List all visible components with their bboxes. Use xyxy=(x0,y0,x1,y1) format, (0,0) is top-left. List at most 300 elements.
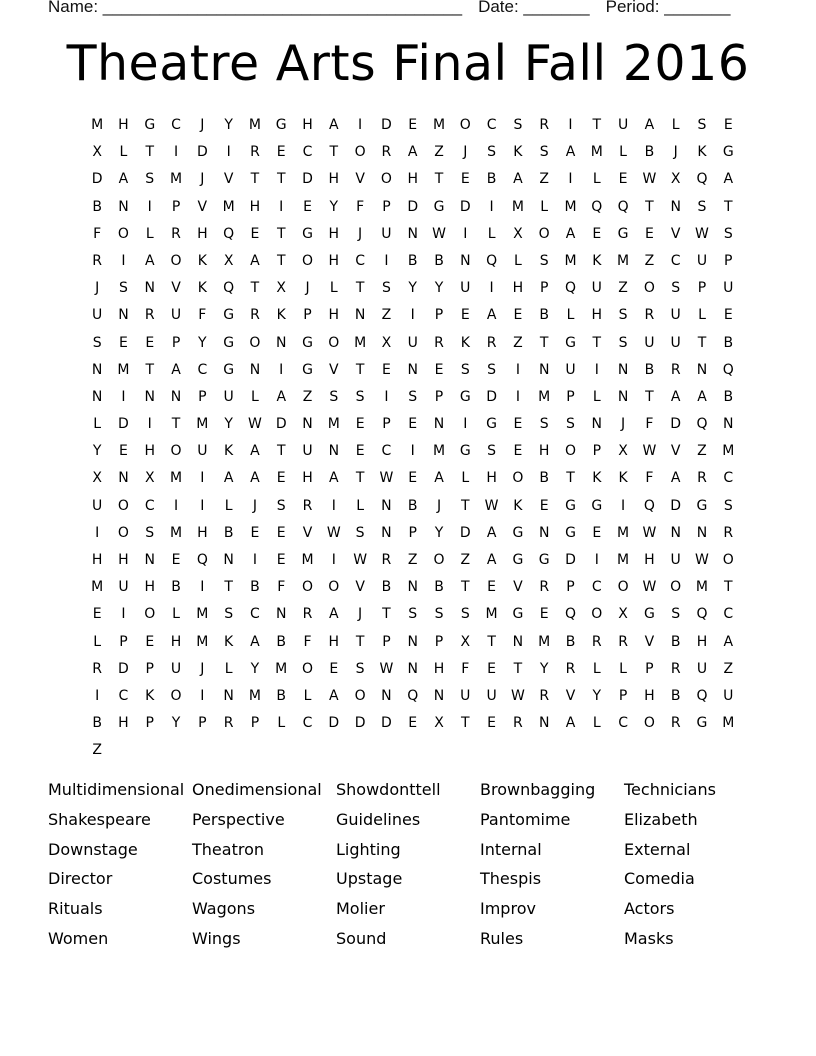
grid-letter: Y xyxy=(434,524,444,541)
grid-letter: Z xyxy=(434,144,444,161)
grid-letter: U xyxy=(381,225,392,242)
grid-letter: Z xyxy=(618,280,628,297)
grid-letter: V xyxy=(513,579,523,596)
grid-letter: H xyxy=(197,225,208,242)
grid-letter: T xyxy=(171,416,181,433)
word-list-item: Thespis xyxy=(480,869,542,889)
grid-letter: X xyxy=(513,225,523,242)
grid-letter: B xyxy=(276,633,287,650)
grid-letter: C xyxy=(723,606,734,623)
grid-letter: A xyxy=(250,443,260,460)
grid-letter: E xyxy=(119,334,128,351)
grid-letter: H xyxy=(644,552,655,568)
grid-letter: N xyxy=(407,660,418,677)
grid-letter: E xyxy=(434,361,444,378)
grid-letter: O xyxy=(117,225,129,242)
word-list-item: Rituals xyxy=(48,899,103,919)
grid-letter: S xyxy=(434,606,444,623)
grid-letter: G xyxy=(144,117,156,133)
word-list-item: Wagons xyxy=(192,899,256,919)
grid-letter: Y xyxy=(171,715,181,732)
grid-letter: S xyxy=(460,361,470,378)
grid-letter: P xyxy=(145,715,154,732)
grid-letter: P xyxy=(645,660,654,677)
grid-letter: T xyxy=(592,334,602,351)
grid-letter: I xyxy=(200,497,205,514)
grid-letter: H xyxy=(407,171,418,188)
grid-letter: A xyxy=(329,687,339,704)
grid-letter: M xyxy=(169,470,183,487)
grid-letter: X xyxy=(92,470,102,487)
grid-letter: M xyxy=(275,660,288,677)
grid-letter: E xyxy=(592,524,602,541)
grid-letter: M xyxy=(432,117,446,133)
grid-letter: Q xyxy=(696,687,708,704)
grid-letter: I xyxy=(594,361,599,378)
grid-letter: V xyxy=(197,198,208,215)
grid-letter: M xyxy=(722,715,735,732)
grid-letter: W xyxy=(642,579,657,596)
grid-letter: N xyxy=(328,443,340,460)
grid-letter: E xyxy=(408,416,418,433)
grid-letter: R xyxy=(250,307,260,324)
grid-letter: O xyxy=(302,579,314,596)
grid-letter: M xyxy=(722,443,735,460)
grid-letter: E xyxy=(119,443,128,460)
grid-letter: N xyxy=(381,497,392,514)
grid-letter: D xyxy=(486,388,497,405)
grid-letter: T xyxy=(355,470,365,487)
grid-letter: B xyxy=(381,579,392,596)
grid-letter: B xyxy=(723,334,734,351)
grid-letter: D xyxy=(459,198,471,215)
grid-letter: P xyxy=(434,307,444,324)
grid-letter: T xyxy=(697,334,707,351)
word-list-item: Downstage xyxy=(48,839,138,859)
grid-letter: H xyxy=(118,552,129,568)
grid-letter: I xyxy=(279,198,284,215)
grid-letter: E xyxy=(618,171,628,188)
grid-letter: F xyxy=(277,579,286,596)
grid-letter: D xyxy=(91,171,103,188)
grid-letter: N xyxy=(118,198,129,215)
grid-letter: H xyxy=(197,524,208,541)
word-list-item: Director xyxy=(48,869,113,889)
grid-letter: E xyxy=(539,606,549,623)
grid-letter: H xyxy=(328,307,340,324)
grid-letter: P xyxy=(382,416,391,433)
grid-letter: S xyxy=(697,117,707,133)
grid-letter: S xyxy=(697,198,707,215)
grid-letter: Q xyxy=(722,361,734,378)
word-list xyxy=(48,778,768,957)
grid-letter: K xyxy=(513,144,523,161)
grid-letter: A xyxy=(513,171,523,188)
grid-letter: N xyxy=(407,633,418,650)
grid-letter: T xyxy=(461,497,470,514)
grid-letter: C xyxy=(302,144,313,161)
word-list-item: Molier xyxy=(336,899,385,919)
grid-letter: A xyxy=(223,470,234,487)
grid-letter: Y xyxy=(198,334,207,351)
grid-letter: E xyxy=(487,579,497,596)
grid-letter: A xyxy=(407,144,418,161)
grid-letter: E xyxy=(592,225,602,242)
grid-letter: G xyxy=(512,606,524,623)
grid-letter: L xyxy=(461,470,470,487)
grid-letter: S xyxy=(487,361,497,378)
grid-letter: O xyxy=(380,171,392,188)
grid-letter: U xyxy=(486,687,497,704)
grid-letter: U xyxy=(565,361,576,378)
grid-letter: M xyxy=(248,117,261,133)
grid-letter: R xyxy=(670,361,681,378)
grid-letter: Q xyxy=(407,687,419,704)
grid-letter: T xyxy=(250,171,260,188)
grid-letter: P xyxy=(382,633,391,650)
grid-letter: P xyxy=(408,524,417,541)
grid-letter: J xyxy=(200,171,205,188)
grid-letter: W xyxy=(248,416,262,433)
grid-letter: E xyxy=(644,225,654,242)
grid-letter: X xyxy=(618,606,628,623)
grid-letter: U xyxy=(670,552,681,568)
grid-letter: R xyxy=(618,633,628,650)
grid-letter: B xyxy=(723,388,734,405)
grid-letter: B xyxy=(92,715,102,732)
grid-letter: K xyxy=(276,307,286,324)
grid-letter: G xyxy=(538,552,550,568)
grid-letter: W xyxy=(695,552,709,568)
grid-letter: E xyxy=(276,470,286,487)
grid-letter: J xyxy=(436,497,442,514)
grid-letter: I xyxy=(358,117,363,133)
grid-letter: I xyxy=(226,144,231,161)
period-field-label: Period: _______ xyxy=(605,0,731,16)
grid-letter: D xyxy=(459,524,471,541)
grid-letter: H xyxy=(328,225,340,242)
grid-letter: B xyxy=(250,579,260,596)
grid-letter: L xyxy=(592,660,601,677)
word-list-item: Theatron xyxy=(192,839,264,859)
grid-letter: S xyxy=(355,660,365,677)
grid-letter: E xyxy=(460,307,470,324)
grid-letter: N xyxy=(144,552,155,568)
grid-letter: M xyxy=(564,252,577,269)
grid-letter: E xyxy=(460,171,470,188)
grid-letter: U xyxy=(644,334,655,351)
grid-letter: G xyxy=(696,715,708,732)
grid-letter: R xyxy=(565,660,576,677)
grid-letter: J xyxy=(358,606,363,623)
grid-letter: W xyxy=(326,524,341,541)
grid-letter: O xyxy=(670,579,682,596)
grid-letter: L xyxy=(145,225,154,242)
grid-letter: K xyxy=(197,280,207,297)
grid-letter: Y xyxy=(224,117,233,133)
grid-letter: N xyxy=(407,579,418,596)
grid-letter: I xyxy=(515,388,520,405)
grid-letter: M xyxy=(538,388,551,405)
grid-letter: M xyxy=(617,524,630,541)
grid-letter: Q xyxy=(696,606,708,623)
grid-letter: K xyxy=(224,633,234,650)
grid-letter: W xyxy=(353,552,368,568)
grid-letter: O xyxy=(617,579,629,596)
grid-letter: P xyxy=(382,198,391,215)
grid-letter: F xyxy=(645,416,654,433)
grid-letter: T xyxy=(276,443,286,460)
grid-letter: E xyxy=(92,606,102,623)
grid-letter: E xyxy=(250,524,260,541)
grid-letter: F xyxy=(461,660,470,677)
grid-letter: M xyxy=(590,144,603,161)
grid-letter: L xyxy=(513,252,522,269)
grid-letter: A xyxy=(250,633,260,650)
word-list-item: Technicians xyxy=(624,780,716,799)
grid-letter: K xyxy=(460,334,470,351)
grid-letter: H xyxy=(512,280,524,297)
grid-letter: J xyxy=(673,144,678,161)
grid-letter: I xyxy=(200,579,205,596)
word-list-item: Showdonttell xyxy=(336,780,441,799)
grid-letter: D xyxy=(407,198,419,215)
grid-letter: R xyxy=(723,524,734,541)
grid-letter: M xyxy=(169,171,183,188)
grid-letter: U xyxy=(118,579,129,596)
grid-letter: T xyxy=(645,388,654,405)
grid-letter: T xyxy=(723,198,733,215)
grid-letter: G xyxy=(302,361,313,378)
grid-letter: O xyxy=(144,606,156,623)
grid-letter: G xyxy=(302,334,313,351)
grid-letter: S xyxy=(513,117,523,133)
grid-letter: W xyxy=(484,497,499,514)
page-title: Theatre Arts Final Fall 2016 xyxy=(66,35,750,92)
grid-letter: C xyxy=(723,470,734,487)
grid-letter: C xyxy=(670,252,681,269)
grid-letter: N xyxy=(354,307,366,324)
grid-letter: Z xyxy=(513,334,523,351)
grid-letter: Y xyxy=(408,280,417,297)
grid-letter: T xyxy=(355,361,365,378)
grid-letter: O xyxy=(328,579,340,596)
grid-letter: T xyxy=(592,117,602,133)
grid-letter: J xyxy=(252,497,257,514)
grid-letter: B xyxy=(223,524,234,541)
grid-letter: Z xyxy=(644,252,655,269)
grid-letter: T xyxy=(513,660,523,677)
grid-letter: T xyxy=(145,144,155,161)
grid-letter: U xyxy=(696,252,708,269)
grid-letter: S xyxy=(355,388,365,405)
grid-letter: I xyxy=(463,416,468,433)
grid-letter: R xyxy=(591,633,602,650)
grid-letter: U xyxy=(723,687,734,704)
grid-letter: M xyxy=(617,552,630,568)
grid-letter: Q xyxy=(223,280,235,297)
grid-letter: X xyxy=(434,715,444,732)
grid-letter: E xyxy=(276,552,286,568)
grid-letter: T xyxy=(329,144,339,161)
grid-letter: R xyxy=(250,144,260,161)
word-list-item: Comedia xyxy=(624,869,695,889)
word-list-item: Costumes xyxy=(192,869,272,889)
grid-letter: W xyxy=(510,687,525,704)
grid-letter: R xyxy=(381,144,392,161)
grid-letter: L xyxy=(303,687,312,704)
grid-letter: N xyxy=(433,416,445,433)
grid-letter: F xyxy=(93,225,102,242)
grid-letter: I xyxy=(384,388,389,405)
grid-letter: I xyxy=(515,361,520,378)
grid-letter: S xyxy=(566,416,575,433)
grid-letter: N xyxy=(170,388,182,405)
grid-letter: P xyxy=(539,280,549,297)
grid-letter: Q xyxy=(696,416,708,433)
grid-letter: I xyxy=(121,252,126,269)
grid-letter: R xyxy=(486,334,497,351)
grid-letter: A xyxy=(565,715,576,732)
grid-letter: E xyxy=(408,470,418,487)
grid-letter: Y xyxy=(592,687,602,704)
grid-letter: O xyxy=(302,252,314,269)
grid-letter: G xyxy=(302,225,313,242)
grid-letter: N xyxy=(617,388,629,405)
grid-letter: S xyxy=(145,171,155,188)
grid-letter: R xyxy=(171,225,181,242)
grid-letter: T xyxy=(276,171,286,188)
grid-letter: J xyxy=(200,660,205,677)
grid-letter: P xyxy=(434,388,444,405)
grid-letter: M xyxy=(169,524,183,541)
grid-letter: K xyxy=(224,443,234,460)
grid-letter: S xyxy=(276,497,286,514)
grid-letter: K xyxy=(197,252,207,269)
grid-letter: U xyxy=(617,117,629,133)
grid-letter: P xyxy=(198,388,207,405)
grid-letter: R xyxy=(513,715,523,732)
grid-letter: P xyxy=(119,633,128,650)
grid-letter: A xyxy=(329,470,339,487)
grid-letter: I xyxy=(410,307,415,324)
grid-letter: S xyxy=(145,524,155,541)
grid-letter: Q xyxy=(643,497,655,514)
grid-letter: G xyxy=(223,361,235,378)
grid-letter: R xyxy=(144,307,155,324)
grid-letter: B xyxy=(276,687,287,704)
grid-letter: U xyxy=(170,660,182,677)
grid-letter: R xyxy=(92,660,103,677)
grid-letter: D xyxy=(381,715,392,732)
grid-letter: I xyxy=(621,497,626,514)
grid-letter: A xyxy=(329,117,339,133)
grid-letter: G xyxy=(459,443,471,460)
word-list-item: Guidelines xyxy=(336,809,421,829)
grid-letter: O xyxy=(354,144,366,161)
grid-letter: Q xyxy=(196,552,208,568)
grid-letter: O xyxy=(302,660,314,677)
grid-letter: B xyxy=(539,470,549,487)
grid-letter: O xyxy=(564,443,576,460)
grid-letter: G xyxy=(433,198,445,215)
grid-letter: P xyxy=(171,198,181,215)
grid-letter: K xyxy=(145,687,155,704)
grid-letter: R xyxy=(539,687,550,704)
grid-letter: E xyxy=(381,361,391,378)
grid-letter: I xyxy=(410,443,415,460)
grid-letter: N xyxy=(223,552,234,568)
grid-letter: D xyxy=(196,144,208,161)
grid-letter: G xyxy=(459,388,471,405)
grid-letter: A xyxy=(565,144,576,161)
grid-letter: R xyxy=(697,470,707,487)
grid-letter: P xyxy=(145,660,154,677)
grid-letter: V xyxy=(171,280,181,297)
grid-letter: O xyxy=(170,687,182,704)
grid-letter: X xyxy=(670,171,681,188)
grid-letter: M xyxy=(695,579,709,596)
grid-letter: S xyxy=(671,606,681,623)
grid-letter: P xyxy=(618,687,628,704)
grid-letter: L xyxy=(592,171,601,188)
grid-letter: F xyxy=(303,633,312,650)
word-list-item: Internal xyxy=(480,839,542,859)
grid-letter: A xyxy=(644,117,655,133)
grid-letter: E xyxy=(145,633,155,650)
word-list-item: Upstage xyxy=(336,869,403,889)
grid-letter: L xyxy=(224,497,233,514)
grid-letter: V xyxy=(670,225,681,242)
grid-letter: H xyxy=(696,633,708,650)
grid-letter: Z xyxy=(302,388,313,405)
word-list-item: Rules xyxy=(480,928,524,948)
grid-letter: C xyxy=(591,579,602,596)
grid-letter: S xyxy=(487,144,497,161)
grid-letter: N xyxy=(381,524,392,541)
grid-letter: B xyxy=(644,144,655,161)
grid-letter: H xyxy=(433,660,445,677)
grid-letter: P xyxy=(250,715,260,732)
grid-letter: Q xyxy=(564,280,576,297)
grid-letter: N xyxy=(275,606,287,623)
grid-letter: E xyxy=(513,443,523,460)
grid-letter: L xyxy=(119,144,128,161)
grid-letter: L xyxy=(172,606,180,623)
grid-letter: E xyxy=(723,117,733,133)
grid-letter: S xyxy=(618,334,628,351)
grid-letter: S xyxy=(381,280,391,297)
grid-letter: H xyxy=(170,633,182,650)
grid-letter: V xyxy=(670,443,681,460)
grid-letter: I xyxy=(95,687,100,704)
grid-letter: A xyxy=(697,388,707,405)
grid-letter: M xyxy=(485,606,498,623)
grid-letter: P xyxy=(697,280,707,297)
grid-letter: N xyxy=(591,416,603,433)
grid-letter: D xyxy=(670,416,682,433)
grid-letter: M xyxy=(196,416,209,433)
grid-letter: U xyxy=(696,660,708,677)
grid-letter: O xyxy=(512,470,524,487)
grid-letter: I xyxy=(331,497,336,514)
grid-letter: F xyxy=(198,307,207,324)
grid-letter: B xyxy=(434,579,444,596)
grid-letter: I xyxy=(252,552,257,568)
grid-letter: W xyxy=(642,524,657,541)
grid-letter: W xyxy=(695,225,709,242)
letter-grid xyxy=(84,113,741,766)
